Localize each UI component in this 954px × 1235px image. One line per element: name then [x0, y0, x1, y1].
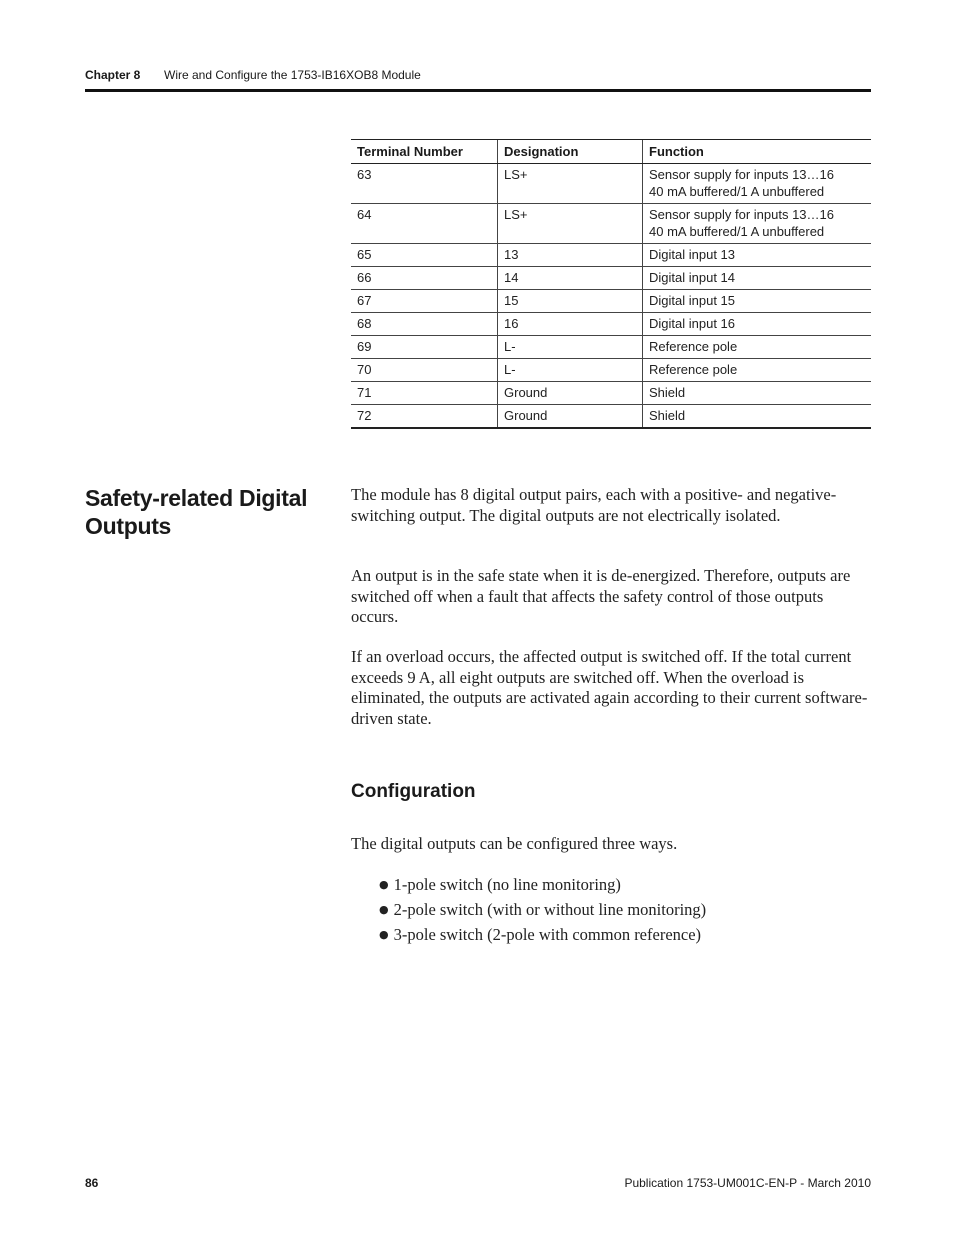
cell-designation: 13 — [498, 244, 643, 267]
bullet-icon: ● — [379, 878, 389, 891]
list-item: ● 3-pole switch (2-pole with common reference) — [379, 925, 702, 944]
table-row — [351, 204, 871, 244]
cell-designation: Ground — [498, 405, 643, 429]
paragraph-output-pairs: The module has 8 digital output pairs, each with a positive- and negative-switching output. The digital outputs are not electrically isolated. — [351, 485, 837, 525]
function-line: 40 mA buffered/1 A unbuffered — [649, 224, 825, 239]
function-line: Digital input 16 — [649, 316, 735, 331]
bullet-icon: ● — [379, 928, 389, 941]
chapter-title: Wire and Configure the 1753-IB16XOB8 Module — [164, 68, 421, 82]
function-line: Digital input 14 — [649, 270, 735, 285]
header-rule — [85, 89, 871, 92]
table-row — [351, 164, 871, 204]
cell-terminal-number: 69 — [351, 336, 498, 359]
configuration-list — [379, 875, 706, 950]
cell-designation: LS+ — [498, 164, 643, 204]
cell-terminal-number: 70 — [351, 359, 498, 382]
list-item: ● 2-pole switch (with or without line monitoring) — [379, 900, 707, 919]
cell-function — [643, 382, 872, 405]
table-row — [351, 244, 871, 267]
table-row — [351, 382, 871, 405]
list-item: ● 1-pole switch (no line monitoring) — [379, 875, 621, 894]
table-header-row — [351, 140, 871, 164]
cell-function — [643, 290, 872, 313]
cell-function — [643, 204, 872, 244]
cell-function — [643, 164, 872, 204]
function-line: Reference pole — [649, 339, 738, 354]
function-line: Reference pole — [649, 362, 738, 377]
cell-function — [643, 313, 872, 336]
cell-function — [643, 267, 872, 290]
table-row — [351, 313, 871, 336]
cell-function — [643, 405, 872, 429]
cell-function — [643, 336, 872, 359]
cell-terminal-number: 63 — [351, 164, 498, 204]
function-line: Digital input 15 — [649, 293, 735, 308]
chapter-label: Chapter 8 — [85, 68, 141, 82]
cell-designation: LS+ — [498, 204, 643, 244]
cell-terminal-number: 72 — [351, 405, 498, 429]
function-line: Shield — [649, 408, 686, 423]
function-line: Sensor supply for inputs 13…16 — [649, 167, 834, 182]
table-row — [351, 336, 871, 359]
table-row — [351, 267, 871, 290]
cell-designation: L- — [498, 359, 643, 382]
paragraph-overload: If an overload occurs, the affected output is switched off. If the total current exceeds 9 A, all eight outputs are switched off. When the overload is eliminated, the outputs are activated again according to their current software-driven state. — [351, 647, 868, 728]
cell-function — [643, 359, 872, 382]
function-line: Sensor supply for inputs 13…16 — [649, 207, 834, 222]
cell-designation: Ground — [498, 382, 643, 405]
paragraph-safe-state: An output is in the safe state when it is de-energized. Therefore, outputs are switched off when a fault that affects the safety control of those outputs occurs. — [351, 566, 851, 626]
cell-designation: 14 — [498, 267, 643, 290]
page-header — [85, 66, 871, 90]
cell-terminal-number: 68 — [351, 313, 498, 336]
cell-terminal-number: 66 — [351, 267, 498, 290]
header-function: Function — [643, 140, 872, 164]
cell-designation: 16 — [498, 313, 643, 336]
section-heading: Safety-related Digital Outputs — [85, 485, 308, 539]
cell-function — [643, 244, 872, 267]
terminal-table — [351, 139, 871, 429]
header-terminal-number: Terminal Number — [351, 140, 498, 164]
function-line: 40 mA buffered/1 A unbuffered — [649, 184, 825, 199]
cell-terminal-number: 71 — [351, 382, 498, 405]
configuration-heading: Configuration — [351, 781, 476, 802]
cell-terminal-number: 67 — [351, 290, 498, 313]
header-designation: Designation — [498, 140, 643, 164]
page-number: 86 — [85, 1176, 99, 1190]
table-row — [351, 405, 871, 429]
bullet-icon: ● — [379, 903, 389, 916]
cell-terminal-number: 65 — [351, 244, 498, 267]
function-line: Shield — [649, 385, 686, 400]
table-row — [351, 290, 871, 313]
cell-designation: L- — [498, 336, 643, 359]
cell-terminal-number: 64 — [351, 204, 498, 244]
table-row — [351, 359, 871, 382]
publication-info: Publication 1753-UM001C-EN-P - March 2010 — [624, 1176, 871, 1190]
function-line: Digital input 13 — [649, 247, 735, 262]
cell-designation: 15 — [498, 290, 643, 313]
configuration-intro: The digital outputs can be configured three ways. — [351, 834, 678, 853]
table-body — [351, 164, 871, 429]
